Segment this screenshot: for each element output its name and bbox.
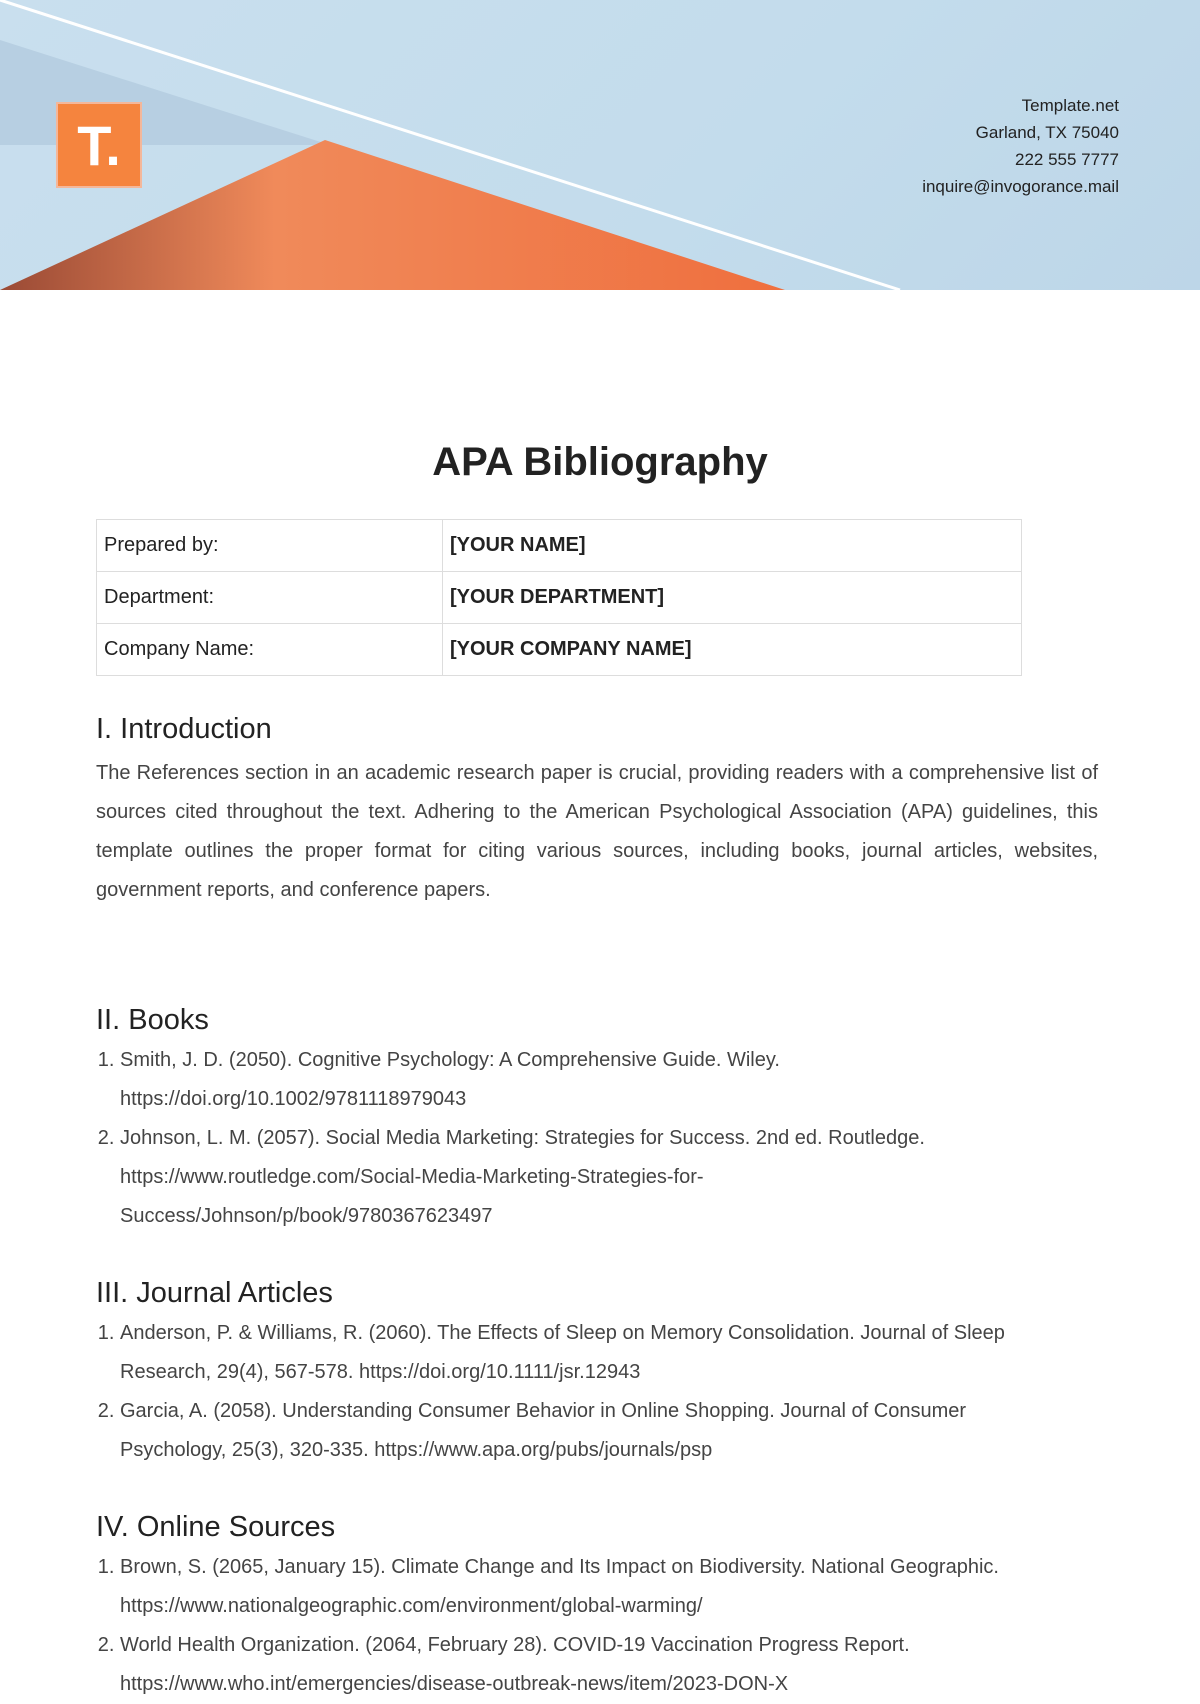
- info-table: [96, 519, 1022, 676]
- company-email: inquire@invogorance.mail: [922, 177, 1119, 196]
- list-item: 2. Garcia, A. (2058). Understanding Consumer Behavior in Online Shopping. Journal of Consumer Psychology, 25(3), 320-335. https://www.apa.org/pubs/journals/psp: [120, 1392, 1068, 1470]
- table-row: [97, 572, 1022, 624]
- page-title: APA Bibliography: [432, 440, 768, 484]
- section-heading: III. Journal Articles: [96, 1277, 333, 1309]
- section-heading: I. Introduction: [96, 713, 272, 745]
- list-item: 1. Brown, S. (2065, January 15). Climate Change and Its Impact on Biodiversity. National Geographic. https://www.nationalgeographic.com/environment/global-warming/: [120, 1548, 1068, 1626]
- company-address: Garland, TX 75040: [975, 123, 1119, 142]
- intro-paragraph: The References section in an academic research paper is crucial, providing readers with a comprehensive list of sources cited throughout the text. Adhering to the American Psychological Association (APA) guidelines, this template outlines the proper format for citing various sources, including books, journal articles, websites, government reports, and conference papers.: [96, 762, 1098, 901]
- info-value: [YOUR DEPARTMENT]: [443, 572, 1022, 624]
- contact-info: [922, 92, 1119, 200]
- list-item: 1. Smith, J. D. (2050). Cognitive Psychology: A Comprehensive Guide. Wiley. https://doi.org/10.1002/9781118979043: [120, 1041, 1098, 1119]
- list-item: 2. Johnson, L. M. (2057). Social Media Marketing: Strategies for Success. 2nd ed. Routledge. https://www.routledge.com/Social-Media-Marketing-Strategies-for-Success/Johnson/p/book/9780367623497: [120, 1119, 1098, 1236]
- info-value: [YOUR NAME]: [443, 520, 1022, 572]
- table-row: [97, 520, 1022, 572]
- info-value: [YOUR COMPANY NAME]: [443, 624, 1022, 676]
- section-journal-articles: [96, 1277, 1098, 1470]
- section-online-sources: [96, 1511, 1098, 1704]
- section-books: [96, 1004, 1098, 1236]
- table-row: [97, 624, 1022, 676]
- section-heading: II. Books: [96, 1004, 209, 1036]
- list-item: 1. Anderson, P. & Williams, R. (2060). The Effects of Sleep on Memory Consolidation. Journal of Sleep Research, 29(4), 567-578. https://doi.org/10.1111/jsr.12943: [120, 1314, 1068, 1392]
- info-label: Department:: [97, 572, 443, 624]
- info-label: Company Name:: [97, 624, 443, 676]
- company-name: Template.net: [1021, 96, 1119, 115]
- list-item: 2. World Health Organization. (2064, February 28). COVID-19 Vaccination Progress Report. https://www.who.int/emergencies/disease-outbreak-news/item/2023-DON-X: [120, 1626, 1068, 1704]
- company-logo: T.: [56, 102, 142, 188]
- header-banner: [0, 0, 1200, 290]
- info-label: Prepared by:: [97, 520, 443, 572]
- section-heading: IV. Online Sources: [96, 1511, 336, 1543]
- company-phone: 222 555 7777: [1015, 150, 1119, 169]
- section-introduction: [96, 713, 1098, 910]
